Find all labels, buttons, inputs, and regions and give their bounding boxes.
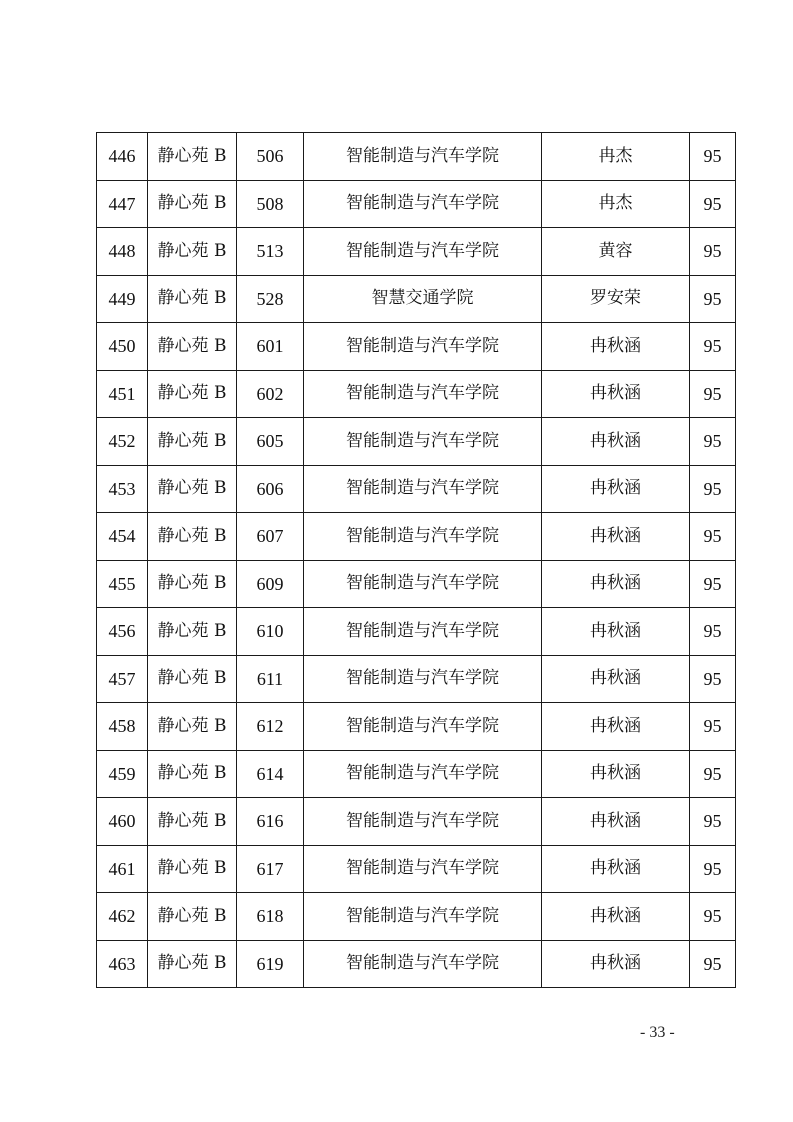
row-number-cell: 461: [97, 845, 148, 893]
score-cell: 95: [690, 560, 736, 608]
table-row: [97, 370, 736, 418]
counselor-cell: 冉秋涵: [542, 608, 690, 656]
building-cell: 静心苑 B: [148, 133, 237, 181]
building-cell: 静心苑 B: [148, 228, 237, 276]
building-cell: 静心苑 B: [148, 180, 237, 228]
building-cell: 静心苑 B: [148, 893, 237, 941]
counselor-cell: 冉秋涵: [542, 750, 690, 798]
room-number-cell: 612: [237, 703, 304, 751]
room-number-cell: 617: [237, 845, 304, 893]
row-number-cell: 448: [97, 228, 148, 276]
table-row: [97, 323, 736, 371]
building-cell: 静心苑 B: [148, 608, 237, 656]
counselor-cell: 冉秋涵: [542, 940, 690, 988]
row-number-cell: 456: [97, 608, 148, 656]
counselor-cell: 黄容: [542, 228, 690, 276]
score-cell: 95: [690, 370, 736, 418]
counselor-cell: 冉杰: [542, 133, 690, 181]
score-cell: 95: [690, 845, 736, 893]
room-number-cell: 614: [237, 750, 304, 798]
counselor-cell: 冉秋涵: [542, 418, 690, 466]
college-cell: 智能制造与汽车学院: [304, 323, 542, 371]
room-number-cell: 610: [237, 608, 304, 656]
room-number-cell: 611: [237, 655, 304, 703]
counselor-cell: 冉秋涵: [542, 465, 690, 513]
score-cell: 95: [690, 133, 736, 181]
counselor-cell: 冉秋涵: [542, 655, 690, 703]
room-number-cell: 619: [237, 940, 304, 988]
counselor-cell: 冉杰: [542, 180, 690, 228]
score-cell: 95: [690, 513, 736, 561]
table-row: [97, 608, 736, 656]
college-cell: 智能制造与汽车学院: [304, 798, 542, 846]
row-number-cell: 459: [97, 750, 148, 798]
row-number-cell: 450: [97, 323, 148, 371]
room-number-cell: 601: [237, 323, 304, 371]
building-cell: 静心苑 B: [148, 845, 237, 893]
row-number-cell: 463: [97, 940, 148, 988]
dormitory-score-table: [96, 132, 736, 988]
table-row: [97, 465, 736, 513]
table-row: [97, 228, 736, 276]
score-cell: 95: [690, 275, 736, 323]
row-number-cell: 455: [97, 560, 148, 608]
building-cell: 静心苑 B: [148, 655, 237, 703]
building-cell: 静心苑 B: [148, 703, 237, 751]
building-cell: 静心苑 B: [148, 418, 237, 466]
row-number-cell: 454: [97, 513, 148, 561]
table-row: [97, 798, 736, 846]
table-row: [97, 845, 736, 893]
college-cell: 智慧交通学院: [304, 275, 542, 323]
college-cell: 智能制造与汽车学院: [304, 418, 542, 466]
room-number-cell: 609: [237, 560, 304, 608]
table-row: [97, 275, 736, 323]
table-row: [97, 655, 736, 703]
counselor-cell: 冉秋涵: [542, 370, 690, 418]
row-number-cell: 451: [97, 370, 148, 418]
room-number-cell: 513: [237, 228, 304, 276]
college-cell: 智能制造与汽车学院: [304, 893, 542, 941]
counselor-cell: 冉秋涵: [542, 560, 690, 608]
row-number-cell: 449: [97, 275, 148, 323]
building-cell: 静心苑 B: [148, 370, 237, 418]
college-cell: 智能制造与汽车学院: [304, 465, 542, 513]
room-number-cell: 618: [237, 893, 304, 941]
score-cell: 95: [690, 180, 736, 228]
counselor-cell: 冉秋涵: [542, 798, 690, 846]
college-cell: 智能制造与汽车学院: [304, 703, 542, 751]
counselor-cell: 冉秋涵: [542, 893, 690, 941]
room-number-cell: 528: [237, 275, 304, 323]
table-row: [97, 750, 736, 798]
room-number-cell: 606: [237, 465, 304, 513]
room-number-cell: 602: [237, 370, 304, 418]
row-number-cell: 446: [97, 133, 148, 181]
building-cell: 静心苑 B: [148, 513, 237, 561]
table-row: [97, 560, 736, 608]
row-number-cell: 453: [97, 465, 148, 513]
score-cell: 95: [690, 893, 736, 941]
table-row: [97, 133, 736, 181]
row-number-cell: 457: [97, 655, 148, 703]
room-number-cell: 506: [237, 133, 304, 181]
table-row: [97, 513, 736, 561]
score-cell: 95: [690, 323, 736, 371]
score-cell: 95: [690, 228, 736, 276]
score-cell: 95: [690, 940, 736, 988]
college-cell: 智能制造与汽车学院: [304, 655, 542, 703]
table-row: [97, 180, 736, 228]
building-cell: 静心苑 B: [148, 275, 237, 323]
row-number-cell: 462: [97, 893, 148, 941]
building-cell: 静心苑 B: [148, 798, 237, 846]
college-cell: 智能制造与汽车学院: [304, 370, 542, 418]
building-cell: 静心苑 B: [148, 560, 237, 608]
building-cell: 静心苑 B: [148, 750, 237, 798]
table-row: [97, 893, 736, 941]
room-number-cell: 616: [237, 798, 304, 846]
score-cell: 95: [690, 465, 736, 513]
score-cell: 95: [690, 703, 736, 751]
counselor-cell: 罗安荣: [542, 275, 690, 323]
table-row: [97, 940, 736, 988]
row-number-cell: 452: [97, 418, 148, 466]
room-number-cell: 607: [237, 513, 304, 561]
score-cell: 95: [690, 655, 736, 703]
counselor-cell: 冉秋涵: [542, 703, 690, 751]
room-number-cell: 605: [237, 418, 304, 466]
college-cell: 智能制造与汽车学院: [304, 133, 542, 181]
page-number: - 33 -: [640, 1024, 675, 1041]
counselor-cell: 冉秋涵: [542, 323, 690, 371]
score-cell: 95: [690, 798, 736, 846]
score-cell: 95: [690, 418, 736, 466]
table-row: [97, 418, 736, 466]
college-cell: 智能制造与汽车学院: [304, 750, 542, 798]
college-cell: 智能制造与汽车学院: [304, 560, 542, 608]
counselor-cell: 冉秋涵: [542, 845, 690, 893]
table-row: [97, 703, 736, 751]
counselor-cell: 冉秋涵: [542, 513, 690, 561]
college-cell: 智能制造与汽车学院: [304, 608, 542, 656]
college-cell: 智能制造与汽车学院: [304, 180, 542, 228]
college-cell: 智能制造与汽车学院: [304, 228, 542, 276]
building-cell: 静心苑 B: [148, 465, 237, 513]
row-number-cell: 458: [97, 703, 148, 751]
building-cell: 静心苑 B: [148, 323, 237, 371]
table-body: [97, 133, 736, 988]
score-cell: 95: [690, 608, 736, 656]
row-number-cell: 447: [97, 180, 148, 228]
college-cell: 智能制造与汽车学院: [304, 940, 542, 988]
row-number-cell: 460: [97, 798, 148, 846]
score-cell: 95: [690, 750, 736, 798]
college-cell: 智能制造与汽车学院: [304, 845, 542, 893]
college-cell: 智能制造与汽车学院: [304, 513, 542, 561]
room-number-cell: 508: [237, 180, 304, 228]
building-cell: 静心苑 B: [148, 940, 237, 988]
